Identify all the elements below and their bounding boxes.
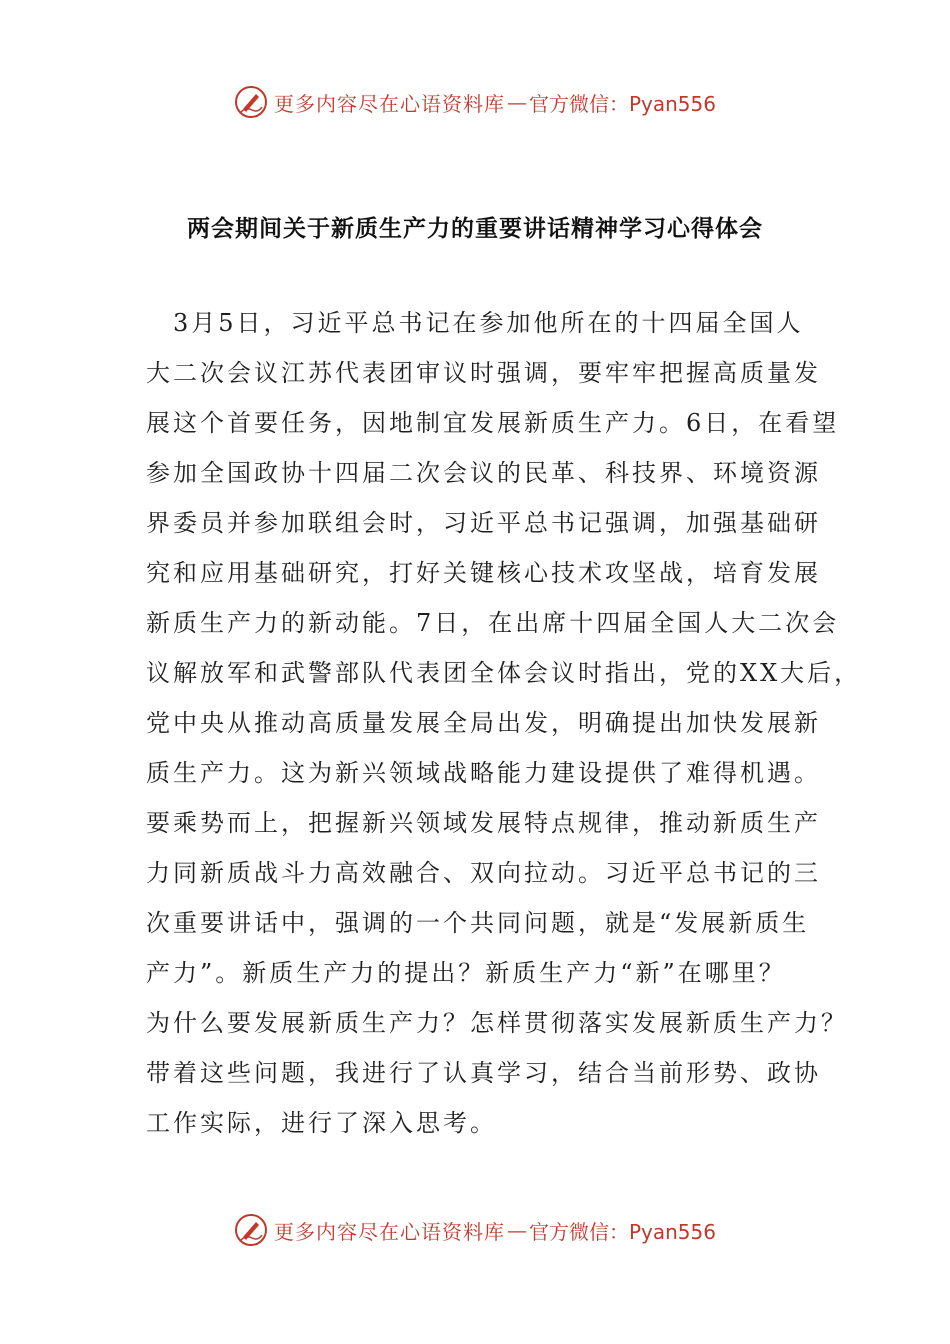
paragraph-line: 参加全国政协十四届二次会议的民革、科技界、环境资源: [146, 459, 821, 487]
body-paragraph: [146, 298, 862, 1148]
paragraph-line: 次重要讲话中，强调的一个共同问题，就是“发展新质生: [146, 909, 810, 937]
paragraph-line: 带着这些问题，我进行了认真学习，结合当前形势、政协: [146, 1059, 821, 1087]
paragraph-line: 展这个首要任务，因地制宜发展新质生产力。6日，在看望: [146, 409, 840, 437]
banner-separator: —: [506, 1218, 527, 1242]
paragraph-line: 党中央从推动高质量发展全局出发，明确提出加快发展新: [146, 709, 821, 737]
banner-text: 更多内容尽在心语资料库: [273, 1219, 505, 1244]
paragraph-line: 新质生产力的新动能。7日，在出席十四届全国人大二次会: [146, 609, 840, 637]
banner-separator: —: [506, 90, 527, 114]
paragraph-line: 为什么要发展新质生产力？怎样贯彻落实发展新质生产力？: [146, 1009, 848, 1037]
paragraph-line: 议解放军和武警部队代表团全体会议时指出，党的XX大后，: [146, 659, 862, 687]
paragraph-line: 大二次会议江苏代表团审议时强调，要牢牢把握高质量发: [146, 359, 821, 387]
banner-text: 更多内容尽在心语资料库: [273, 91, 505, 116]
pen-logo-icon: [234, 85, 268, 119]
paragraph-line: 质生产力。这为新兴领域战略能力建设提供了难得机遇。: [146, 759, 821, 787]
paragraph-line: 3月5日，习近平总书记在参加他所在的十四届全国人: [146, 309, 804, 337]
header-banner: [0, 82, 950, 122]
paragraph-line: 工作实际，进行了深入思考。: [146, 1109, 497, 1137]
footer-banner: [0, 1210, 950, 1250]
paragraph-line: 究和应用基础研究，打好关键核心技术攻坚战，培育发展: [146, 559, 821, 587]
document-title: 两会期间关于新质生产力的重要讲话精神学习心得体会: [187, 216, 763, 242]
paragraph-line: 产力”。新质生产力的提出？新质生产力“新”在哪里？: [146, 959, 786, 987]
banner-wechat: 官方微信：Pyan556: [528, 1219, 716, 1244]
paragraph-line: 界委员并参加联组会时，习近平总书记强调，加强基础研: [146, 509, 821, 537]
paragraph-line: 要乘势而上，把握新兴领域发展特点规律，推动新质生产: [146, 809, 821, 837]
pen-logo-icon: [234, 1213, 268, 1247]
paragraph-line: 力同新质战斗力高效融合、双向拉动。习近平总书记的三: [146, 859, 821, 887]
banner-wechat: 官方微信：Pyan556: [528, 91, 716, 116]
